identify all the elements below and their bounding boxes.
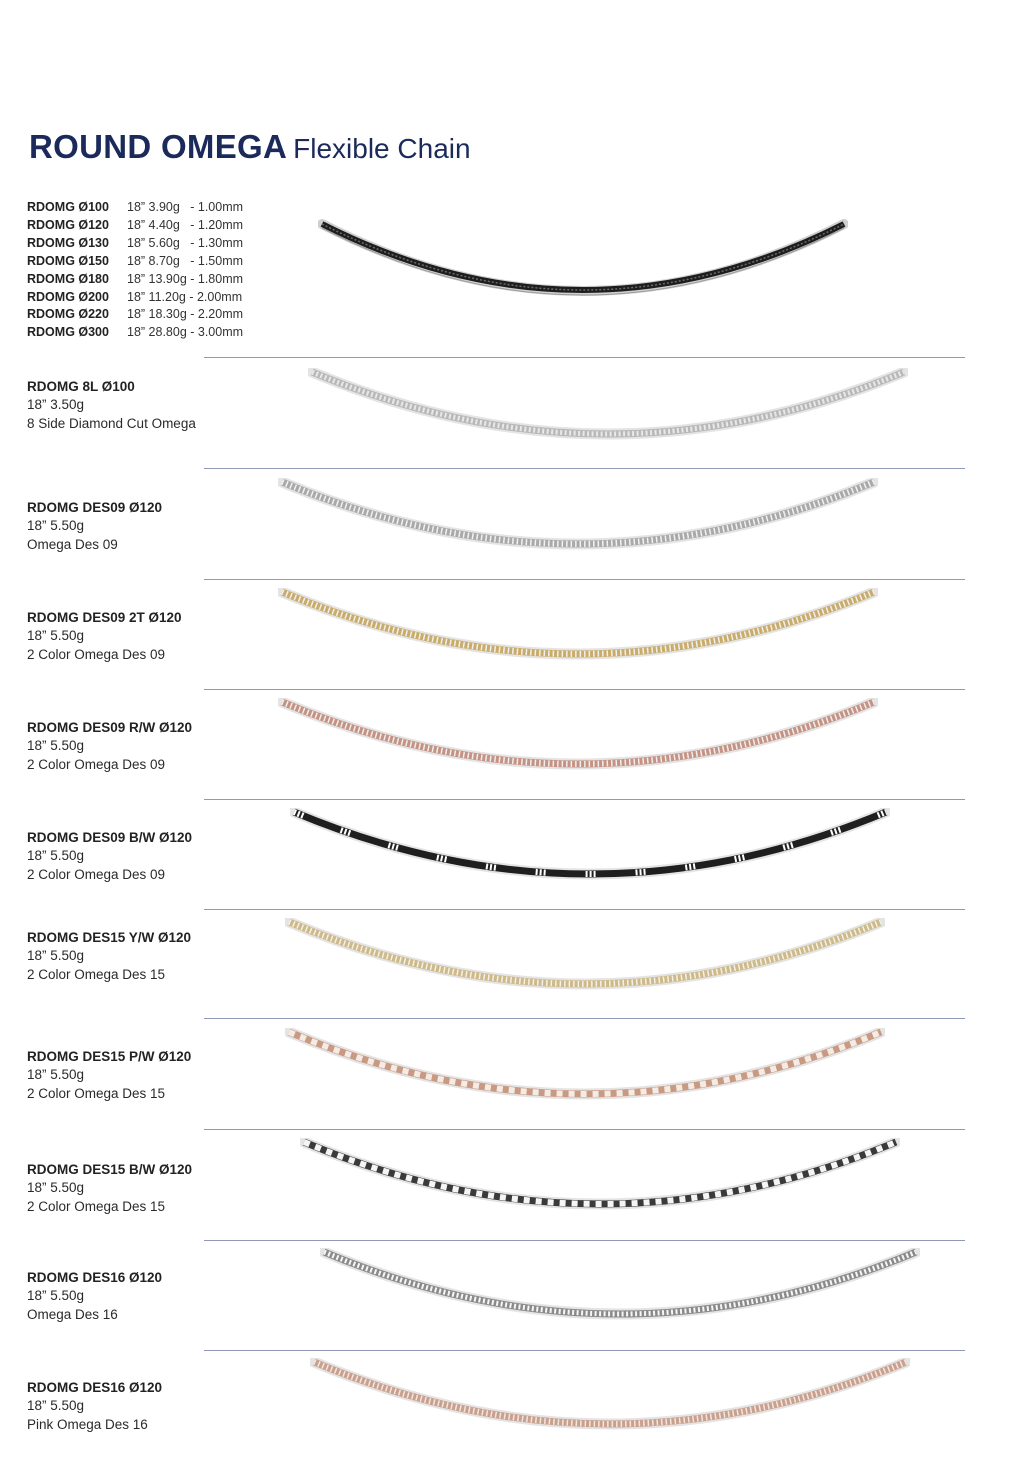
product-weight: 18” 5.50g xyxy=(27,848,85,864)
spec-code: RDOMG Ø100 xyxy=(27,200,109,214)
spec-row xyxy=(27,199,243,217)
spec-code: RDOMG Ø130 xyxy=(27,235,109,250)
spec-row xyxy=(27,235,243,253)
product-description: Pink Omega Des 16 xyxy=(27,1416,148,1432)
divider xyxy=(204,1129,965,1130)
product-item xyxy=(27,1269,162,1324)
divider xyxy=(204,689,965,690)
spec-detail: 18” 3.90g - 1.00mm xyxy=(127,200,244,214)
spec-row xyxy=(27,324,243,342)
product-weight: 18” 5.50g xyxy=(27,948,85,964)
chain-image xyxy=(278,588,878,668)
product-weight: 18” 5.50g xyxy=(27,1067,85,1083)
chain-image xyxy=(310,1358,910,1438)
chain-image xyxy=(278,478,878,558)
product-item xyxy=(27,1161,192,1216)
product-item xyxy=(27,609,182,664)
spec-row xyxy=(27,253,243,271)
spec-row xyxy=(27,217,243,235)
divider xyxy=(204,909,965,910)
product-weight: 18” 5.50g xyxy=(27,738,85,754)
spec-detail: 18” 13.90g - 1.80mm xyxy=(127,271,244,286)
product-code: RDOMG DES09 R/W Ø120 xyxy=(27,720,193,735)
product-description: 2 Color Omega Des 15 xyxy=(27,1198,166,1214)
product-item xyxy=(27,829,192,884)
product-code: RDOMG DES16 Ø120 xyxy=(27,1380,163,1395)
product-item xyxy=(27,499,162,554)
chain-image xyxy=(320,1248,920,1328)
spec-row xyxy=(27,289,243,307)
product-item xyxy=(27,929,191,984)
spec-code: RDOMG Ø150 xyxy=(27,253,109,268)
product-description: 2 Color Omega Des 15 xyxy=(27,1085,166,1101)
product-description: Omega Des 09 xyxy=(27,536,118,552)
spec-detail: 18” 18.30g - 2.20mm xyxy=(127,307,244,322)
title-bold: ROUND OMEGA xyxy=(29,128,288,165)
spec-detail: 18” 4.40g - 1.20mm xyxy=(127,217,244,232)
divider xyxy=(204,799,965,800)
spec-code: RDOMG Ø300 xyxy=(27,325,109,340)
product-weight: 18” 5.50g xyxy=(27,1398,85,1414)
product-code: RDOMG DES15 B/W Ø120 xyxy=(27,1162,193,1177)
product-code: RDOMG DES09 Ø120 xyxy=(27,500,163,515)
product-weight: 18” 5.50g xyxy=(27,1288,85,1304)
product-weight: 18” 5.50g xyxy=(27,628,85,644)
chain-image xyxy=(285,918,885,998)
spec-code: RDOMG Ø200 xyxy=(27,289,109,304)
product-code: RDOMG DES16 Ø120 xyxy=(27,1270,163,1285)
product-item xyxy=(27,1379,162,1434)
spec-detail: 18” 5.60g - 1.30mm xyxy=(127,235,244,250)
divider xyxy=(204,579,965,580)
spec-code: RDOMG Ø220 xyxy=(27,307,109,322)
divider xyxy=(204,1240,965,1241)
divider xyxy=(204,468,965,469)
title-light: Flexible Chain xyxy=(293,133,471,164)
spec-detail: 18” 28.80g - 3.00mm xyxy=(127,325,244,340)
spec-detail: 18” 8.70g - 1.50mm xyxy=(127,253,244,268)
product-weight: 18” 5.50g xyxy=(27,1180,85,1196)
product-code: RDOMG 8L Ø100 xyxy=(27,379,135,394)
product-item xyxy=(27,378,196,433)
spec-row xyxy=(27,306,243,324)
spec-code: RDOMG Ø120 xyxy=(27,217,109,232)
product-code: RDOMG DES15 Y/W Ø120 xyxy=(27,930,192,945)
spec-code: RDOMG Ø180 xyxy=(27,271,109,286)
chain-image xyxy=(308,368,908,448)
product-description: Omega Des 16 xyxy=(27,1306,118,1322)
product-description: 8 Side Diamond Cut Omega xyxy=(27,415,196,431)
divider xyxy=(204,1350,965,1351)
product-code: RDOMG DES15 P/W Ø120 xyxy=(27,1049,192,1064)
chain-image xyxy=(278,698,878,778)
product-weight: 18” 5.50g xyxy=(27,518,85,534)
product-item xyxy=(27,719,192,774)
product-code: RDOMG DES09 B/W Ø120 xyxy=(27,830,193,845)
product-description: 2 Color Omega Des 09 xyxy=(27,756,166,772)
page-title xyxy=(29,128,471,166)
spec-table xyxy=(27,199,243,342)
product-weight: 18” 3.50g xyxy=(27,397,85,413)
product-code: RDOMG DES09 2T Ø120 xyxy=(27,610,182,625)
round-omega-chain-image xyxy=(318,218,848,308)
chain-image xyxy=(300,1138,900,1218)
divider xyxy=(204,357,965,358)
product-description: 2 Color Omega Des 15 xyxy=(27,966,166,982)
chain-image xyxy=(290,808,890,888)
spec-detail: 18” 11.20g - 2.00mm xyxy=(127,289,243,304)
product-description: 2 Color Omega Des 09 xyxy=(27,646,166,662)
product-item xyxy=(27,1048,191,1103)
divider xyxy=(204,1018,965,1019)
product-description: 2 Color Omega Des 09 xyxy=(27,866,166,882)
chain-image xyxy=(285,1028,885,1108)
spec-row xyxy=(27,271,243,289)
